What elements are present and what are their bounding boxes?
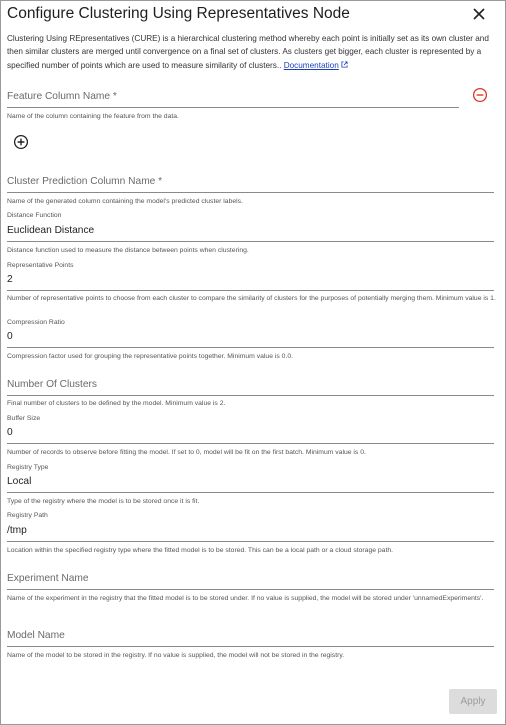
distance-function-help: Distance function used to measure the distance between points when clustering.: [7, 247, 249, 254]
registry-type-underline: [7, 492, 494, 493]
experiment-name-input[interactable]: Experiment Name: [7, 573, 89, 584]
experiment-name-underline: [7, 589, 494, 590]
representative-points-label: Representative Points: [7, 262, 74, 269]
apply-button[interactable]: Apply: [449, 689, 497, 714]
registry-path-underline: [7, 541, 494, 542]
feature-column-help: Name of the column containing the feature from the data.: [7, 113, 179, 120]
registry-type-label: Registry Type: [7, 464, 49, 471]
model-name-help: Name of the model to be stored in the registry. If no value is supplied, the model will not be stored in the registry.: [7, 652, 345, 659]
add-circle-icon[interactable]: [13, 134, 29, 150]
dialog-description: [7, 32, 499, 72]
registry-path-label: Registry Path: [7, 512, 48, 519]
buffer-size-help: Number of records to observe before fitting the model. If set to 0, model will be fit on the first batch. Minimum value is 0.: [7, 449, 366, 456]
number-of-clusters-input[interactable]: Number Of Clusters: [7, 379, 98, 390]
close-icon[interactable]: [471, 6, 487, 22]
documentation-link[interactable]: [284, 61, 339, 70]
registry-type-help: Type of the registry where the model is to be stored once it is fit.: [7, 498, 200, 505]
distance-function-label: Distance Function: [7, 212, 62, 219]
cluster-prediction-underline: [7, 192, 494, 193]
number-of-clusters-help: Final number of clusters to be defined by the model. Minimum value is 2.: [7, 400, 226, 407]
compression-ratio-underline: [7, 347, 494, 348]
buffer-size-input[interactable]: 0: [7, 427, 13, 438]
compression-ratio-input[interactable]: 0: [7, 331, 13, 342]
cluster-prediction-input[interactable]: Cluster Prediction Column Name *: [7, 176, 163, 187]
registry-path-help: Location within the specified registry type where the fitted model is to be stored. This can be a local path or a cloud storage path.: [7, 547, 394, 554]
distance-function-underline: [7, 241, 494, 242]
buffer-size-label: Buffer Size: [7, 415, 41, 422]
compression-ratio-help: Compression factor used for grouping the representative points together. Minimum value is 0.0.: [7, 353, 293, 360]
cluster-prediction-help: Name of the generated column containing the model's predicted cluster labels.: [7, 198, 243, 205]
representative-points-help: Number of representative points to choose from each cluster to compare the similarity of clusters for the purposes of potentially merging them. Minimum value is 1.: [7, 295, 496, 302]
representative-points-input[interactable]: 2: [7, 274, 13, 285]
external-link-icon[interactable]: [341, 61, 348, 68]
compression-ratio-label: Compression Ratio: [7, 319, 65, 326]
description-text: Clustering Using REpresentatives (CURE) is a hierarchical clustering method whereby each point is initially set as its own cluster and then similar clusters are merged until convergence on a final set of clusters. As clusters get bigger, each cluster is represented by a specified number of points which are used to measure similarity of clusters..: [7, 34, 489, 70]
registry-type-select[interactable]: Local: [7, 476, 32, 487]
buffer-size-underline: [7, 443, 494, 444]
registry-path-input[interactable]: /tmp: [7, 525, 27, 536]
experiment-name-help: Name of the experiment in the registry that the fitted model is to be stored under. If no value is supplied, the model will be stored under 'unnamedExperiments'.: [7, 595, 484, 602]
number-of-clusters-underline: [7, 395, 494, 396]
remove-circle-icon[interactable]: [472, 87, 488, 103]
model-name-input[interactable]: Model Name: [7, 630, 65, 641]
feature-column-underline: [7, 107, 459, 108]
feature-column-input[interactable]: Feature Column Name *: [7, 91, 117, 102]
documentation-link-label: Documentation: [283, 60, 339, 70]
distance-function-select[interactable]: Euclidean Distance: [7, 225, 95, 236]
dialog-title: Configure Clustering Using Representatives Node: [7, 5, 350, 22]
representative-points-underline: [7, 290, 494, 291]
model-name-underline: [7, 646, 494, 647]
